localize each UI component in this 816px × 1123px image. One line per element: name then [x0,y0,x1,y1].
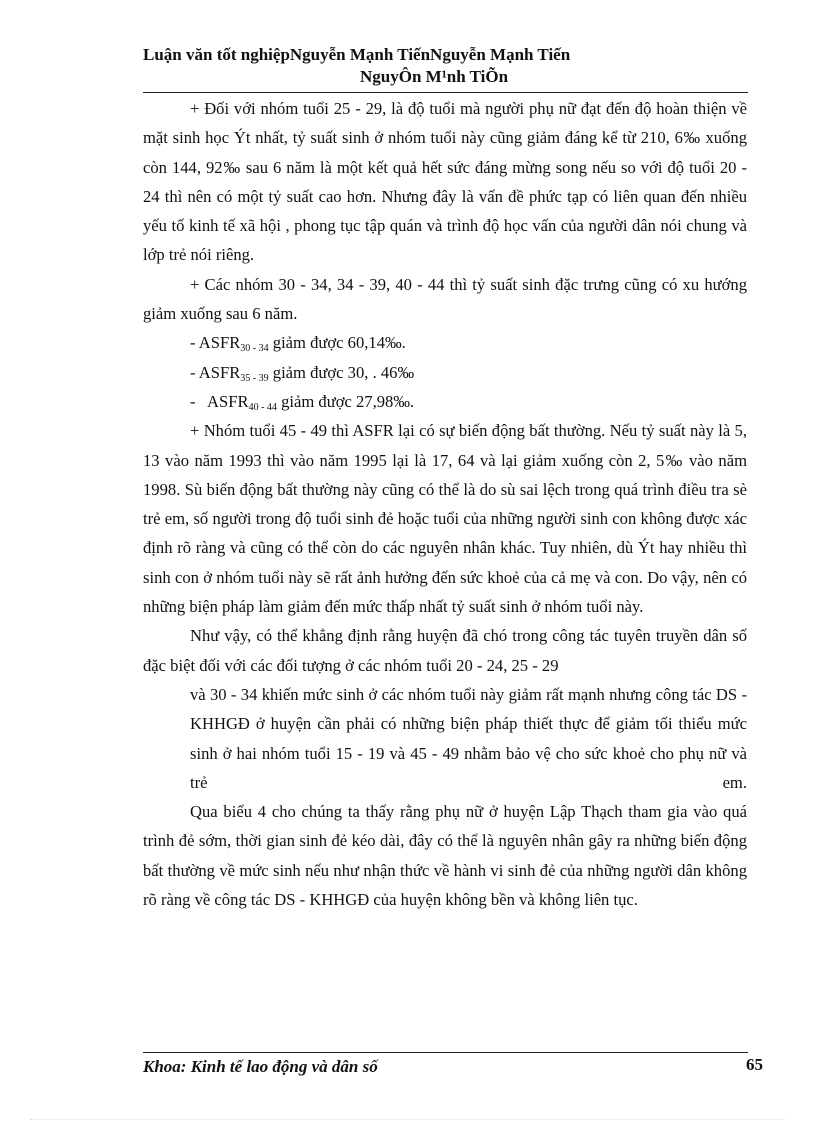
asfr-value: giảm được 30, . 46‰ [268,362,415,382]
list-item-asfr-40-44 [143,387,747,416]
header-title-line-2: NguyÔn M¹nh TiÕn [360,67,509,86]
paragraph-age-25-29: + Đối với nhóm tuổi 25 - 29, là độ tuổi mà người phụ nữ đạt đến độ hoàn thiện về mặt sinh học Ýt nhất, tỷ suất sinh ở nhóm tuổi này cũng giảm đáng kể từ 210, 6‰ xuống còn 144, 92‰ sau 6 năm là một kết quả hết sức đáng mừng song nếu so với độ tuổi 20 - 24 thì nên có một tỷ suất cao hơn. Nhưng đây là vấn đề phức tạp có liên quan đến nhiều yếu tố kinh tế xã hội , phong tục tập quán và trình độ học vấn của người dân nói chung và lớp trẻ nói riêng. [143,99,747,265]
paragraph-age-30-44: + Các nhóm 30 - 34, 34 - 39, 40 - 44 thì tỷ suất sinh đặc trưng cũng có xu hướng giảm xuống sau 6 năm. [143,274,747,324]
header-rule [143,92,748,93]
page-edge-dots [30,1119,786,1120]
asfr-label: - ASFR [190,362,241,382]
paragraph-conclusion-continued: và 30 - 34 khiến mức sinh ở các nhóm tuổi này giảm rất mạnh nhưng công tác DS - KHHGĐ ở huyện cần phải có những biện pháp thiết thực để giảm tối thiểu mức sinh ở hai nhóm tuổi 15 - 19 và 45 - 49 nhằm bảo vệ cho sức khoẻ cho phụ nữ và trẻ em. [190,684,747,792]
asfr-label: - ASFR [190,391,249,411]
paragraph-conclusion-intro: Như vậy, có thể khẳng định rằng huyện đã chó trong công tác tuyên truyền dân số đặc biệt đối với các đối tượng ở các nhóm tuổi 20 - 24, 25 - 29 [143,626,747,675]
asfr-subscript: 40 - 44 [248,401,277,413]
list-item-asfr-35-39 [143,358,747,387]
paragraph-age-45-49: + Nhóm tuổi 45 - 49 thì ASFR lại có sự biến động bất thường. Nếu tỷ suất này là 5, 13 vào năm 1993 thì vào năm 1995 lại là 17, 64 và lại giảm xuống còn 2, 5‰ vào năm 1998. Sù biến động bất thường này cũng có thể là do sù sai lệch trong quá trình điều tra sè trẻ em, số người trong độ tuổi sinh đẻ hoặc tuổi của những người sinh con không được xác định rõ ràng và cũng có thể còn do các nguyên nhân khác. Tuy nhiên, dù Ýt hay nhiều thì sinh con ở nhóm tuổi này sẽ rất ảnh hưởng đến sức khoẻ của cả mẹ và con. Do vậy, nên có những biện pháp làm giảm đến mức thấp nhất tỷ suất sinh ở nhóm tuổi này. [143,421,747,617]
footer-rule [143,1052,748,1053]
page-number: 65 [746,1055,763,1074]
list-item-asfr-30-34 [143,328,747,357]
asfr-value: giảm được 60,14‰. [268,333,406,353]
asfr-value: giảm được 27,98‰. [276,391,415,411]
document-body [143,94,747,914]
asfr-subscript: 30 - 34 [240,343,269,355]
paragraph-table-4-summary: Qua biểu 4 cho chúng ta thấy rằng phụ nữ ở huyện Lập Thạch tham gia vào quá trình đẻ sớm, thời gian sinh đẻ kéo dài, đây có thể là nguyên nhân gây ra những biến động bất thường về mức sinh nếu như nhận thức về hành vi sinh đẻ của những người dân không rõ ràng về công tác DS - KHHGĐ của huyện không bền và không liên tục. [143,802,747,910]
asfr-label: - ASFR [190,333,241,353]
footer-faculty: Khoa: Kinh tế lao động và dân số [143,1057,378,1076]
header-title-line-1: Luận văn tốt nghiệpNguyễn Mạnh TiếnNguyễn Mạnh Tiến [143,45,571,64]
asfr-subscript: 35 - 39 [240,372,269,384]
page-header [143,44,763,88]
